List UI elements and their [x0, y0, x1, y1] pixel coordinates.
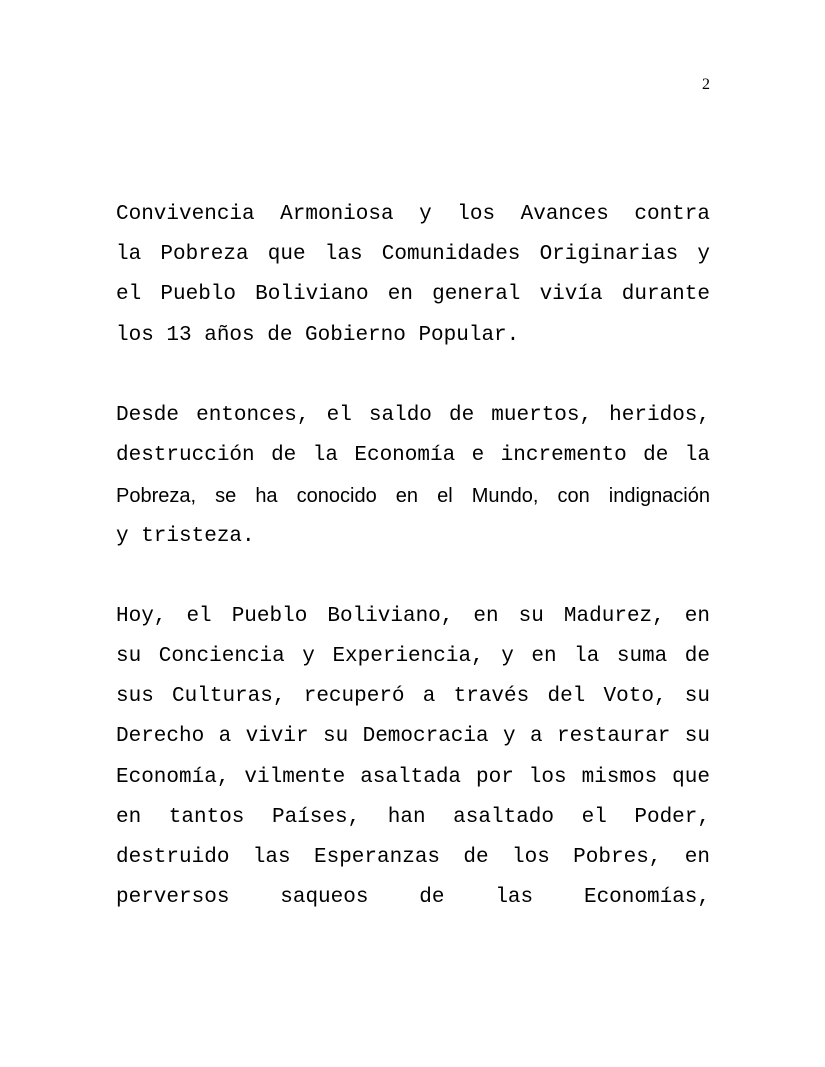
- text-line: Hoy, el Pueblo Boliviano, en su Madurez, en: [116, 604, 710, 628]
- text-line: destrucción de la Economía e incremento de la: [116, 444, 710, 468]
- page-number: 2: [702, 76, 710, 93]
- paragraph-1: [116, 195, 710, 356]
- text-line: perversos saqueos de las Economías,: [116, 886, 710, 910]
- paragraph-2: [116, 396, 710, 557]
- paragraph-3: [116, 597, 710, 919]
- text-line: Economía, vilmente asaltada por los mismos que: [116, 765, 710, 789]
- text-line: sus Culturas, recuperó a través del Voto, su: [116, 685, 710, 709]
- text-line: en tantos Países, han asaltado el Poder,: [116, 805, 710, 829]
- body-text: [116, 195, 710, 959]
- text-line: los 13 años de Gobierno Popular.: [116, 323, 520, 347]
- text-line: y tristeza.: [116, 524, 255, 548]
- text-line: el Pueblo Boliviano en general vivía durante: [116, 283, 710, 307]
- text-line: la Pobreza que las Comunidades Originarias y: [116, 243, 710, 267]
- text-line: su Conciencia y Experiencia, y en la suma de: [116, 645, 710, 669]
- text-line: Convivencia Armoniosa y los Avances contra: [116, 203, 710, 226]
- text-line: destruido las Esperanzas de los Pobres, en: [116, 846, 710, 869]
- text-line: Pobreza, se ha conocido en el Mundo, con indignación: [116, 485, 710, 508]
- text-line: Derecho a vivir su Democracia y a restaurar su: [116, 725, 710, 749]
- text-line: Desde entonces, el saldo de muertos, heridos,: [116, 403, 710, 427]
